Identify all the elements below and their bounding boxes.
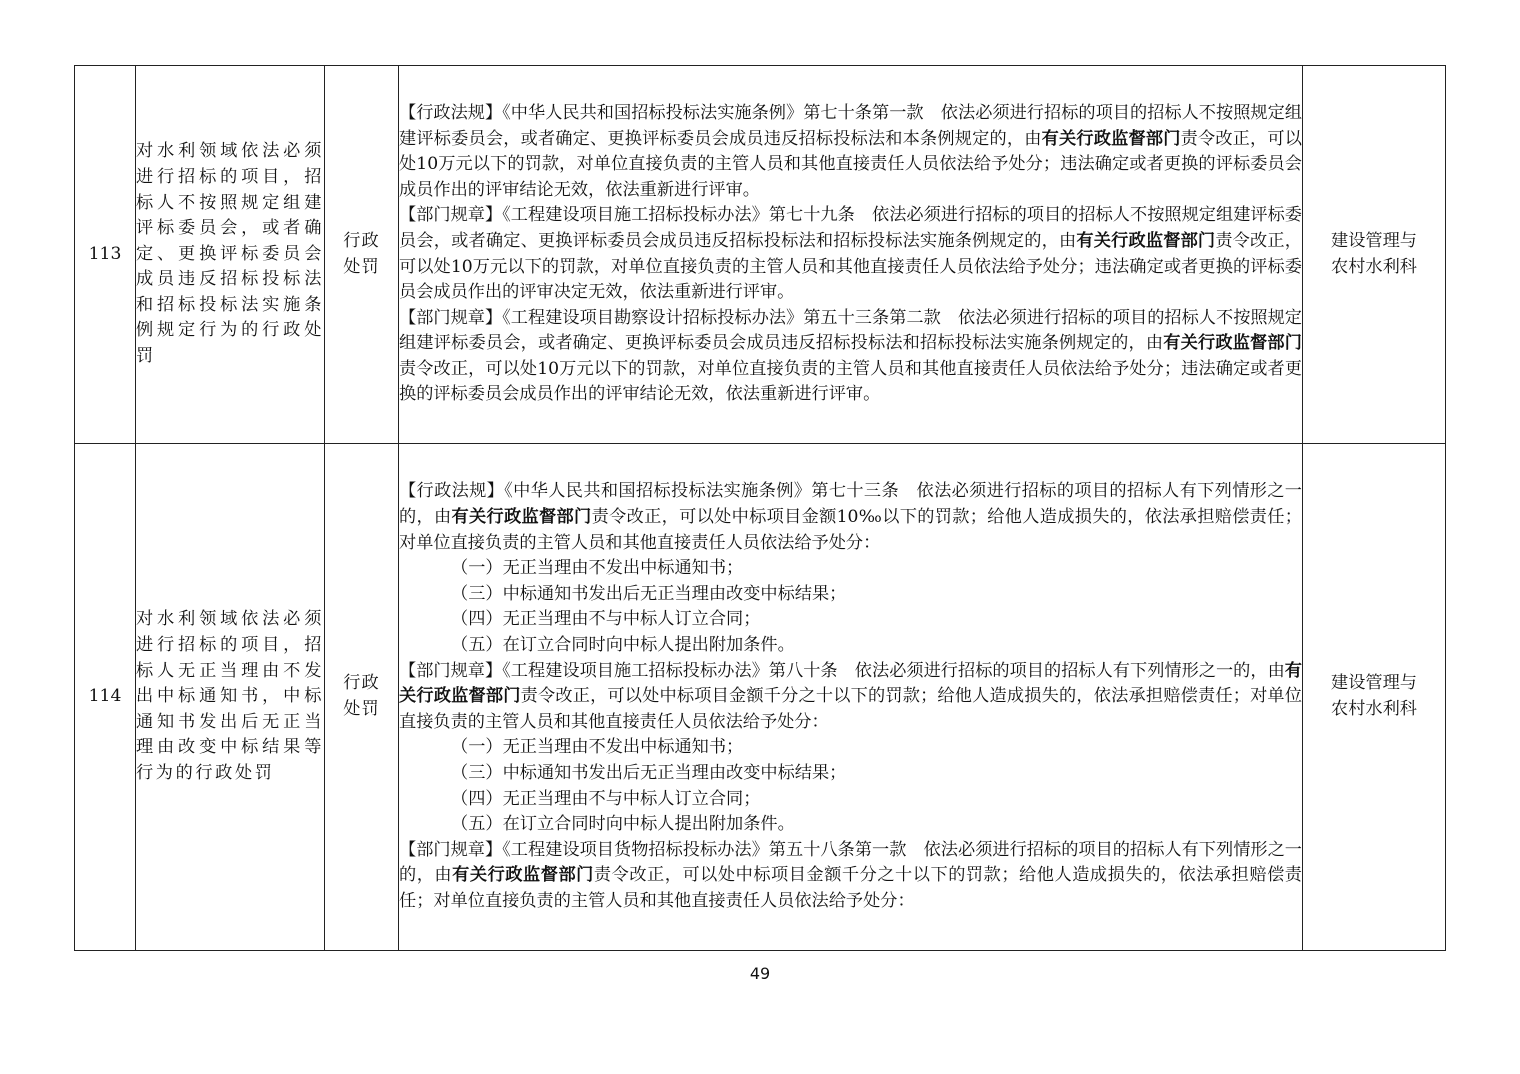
basis-text: 责令改正，可以处10万元以下的罚款，对单位直接负责的主管人员和其他直接责任人员依法给予处分；违法确定或者更换的评标委员会成员作出的评审结论无效，依法重新进行评审。 [399,358,1302,405]
list-item: （三）中标通知书发出后无正当理由改变中标结果； [451,762,847,783]
item-type [325,444,399,951]
authority-name: 有关行政监督部门 [399,660,1302,707]
type-line: 处罚 [343,256,380,277]
basis-paragraph [399,659,1302,736]
list-item: （一）无正当理由不发出中标通知书； [451,737,744,758]
basis-label: 【行政法规】 [399,102,503,123]
basis-text: 责令改正，可以处中标项目金额千分之十以下的罚款；给他人造成损失的，依法承担赔偿责任；对单位直接负责的主管人员和其他直接责任人员依法给予处分： [399,686,1302,732]
row-number: 113 [75,66,136,444]
type-line: 处罚 [343,699,380,719]
responsible-department [1303,444,1446,951]
row-number: 114 [75,444,136,951]
item-name: 对水利领域依法必须进行招标的项目，招标人不按照规定组建评标委员会，或者确定、更换评标委员会成员违反招标投标法和招标投标法实施条例规定行为的行政处罚 [136,66,325,444]
basis-source: 《工程建设项目勘察设计招标投标办法》第五十三条第二款 依法必须进行招标的项目的招标人不按照规定组建评标委员会，或者确定、更换评标委员会成员违反招标投标法和招标投标法实施条例规定的，由 [399,307,1302,354]
basis-label: 【行政法规】 [399,481,505,502]
list-item: （五）在订立合同时向中标人提出附加条件。 [451,635,795,656]
authority-name: 有关行政监督部门 [1076,230,1216,251]
list-item: （五）在订立合同时向中标人提出附加条件。 [451,814,795,835]
authority-name: 有关行政监督部门 [452,865,594,886]
legal-basis [399,444,1303,951]
basis-text: 责令改正，可以处中标项目金额10‰以下的罚款；给他人造成损失的，依法承担赔偿责任；对单位直接负责的主管人员和其他直接责任人员依法给予处分： [399,507,1302,553]
type-line: 行政 [343,673,380,694]
basis-label: 【部门规章】 [399,307,503,328]
dept-line: 农村水利科 [1331,699,1417,719]
list-item: （三）中标通知书发出后无正当理由改变中标结果； [451,583,847,604]
basis-paragraph [399,203,1302,305]
authority-name: 有关行政监督部门 [451,507,592,528]
dept-line: 建设管理与 [1331,673,1417,694]
basis-source: 《工程建设项目货物招标投标办法》第五十八条第一款 依法必须进行招标的项目的招标人有下列情形之一的，由 [399,839,1302,886]
basis-text: 责令改正，可以处10万元以下的罚款，对单位直接负责的主管人员和其他直接责任人员依法给予处分；违法确定或者更换的评标委员会成员作出的评审结论无效，依法重新进行评审。 [399,128,1302,200]
authority-name: 有关行政监督部门 [1163,333,1302,354]
basis-source: 《工程建设项目施工招标投标办法》第七十九条 依法必须进行招标的项目的招标人不按照规定组建评标委员会，或者确定、更换评标委员会成员违反招标投标法和招标投标法实施条例规定的，由 [399,205,1302,251]
page-number: 49 [749,964,771,983]
basis-label: 【部门规章】 [399,660,503,681]
basis-paragraph [399,306,1302,408]
list-item: （四）无正当理由不与中标人订立合同； [451,609,761,630]
basis-text: 责令改正，可以处10万元以下的罚款，对单位直接负责的主管人员和其他直接责任人员依法给予处分；违法确定或者更换的评标委员会成员作出的评审决定无效，依法重新进行评审。 [399,230,1302,303]
basis-source: 《中华人民共和国招标投标法实施条例》第七十三条 依法必须进行招标的项目的招标人有下列情形之一的，由 [399,481,1302,528]
dept-line: 建设管理与 [1331,230,1417,251]
basis-source: 《中华人民共和国招标投标法实施条例》第七十条第一款 依法必须进行招标的项目的招标人不按照规定组建评标委员会，或者确定、更换评标委员会成员违反招标投标法和本条例规定的，由 [399,102,1302,149]
basis-label: 【部门规章】 [399,205,503,226]
basis-paragraph [399,479,1302,556]
legal-basis [399,66,1303,444]
basis-paragraph [399,101,1302,203]
basis-paragraph [399,838,1302,915]
table-row [75,66,1446,444]
basis-source: 《工程建设项目施工招标投标办法》第八十条 依法必须进行招标的项目的招标人有下列情形之一的，由 [502,660,1285,681]
regulation-table [74,65,1446,951]
item-name: 对水利领域依法必须进行招标的项目，招标人无正当理由不发出中标通知书，中标通知书发出后无正当理由改变中标结果等行为的行政处罚 [136,444,325,951]
basis-text: 责令改正，可以处中标项目金额千分之十以下的罚款；给他人造成损失的，依法承担赔偿责任；对单位直接负责的主管人员和其他直接责任人员依法给予处分： [399,865,1302,911]
item-type [325,66,399,444]
table-row [75,444,1446,951]
list-item: （一）无正当理由不发出中标通知书； [451,558,744,579]
authority-name: 有关行政监督部门 [1041,128,1181,149]
list-item: （四）无正当理由不与中标人订立合同； [451,788,761,809]
dept-line: 农村水利科 [1331,256,1417,277]
basis-label: 【部门规章】 [399,839,503,860]
responsible-department [1303,66,1446,444]
type-line: 行政 [343,230,380,251]
